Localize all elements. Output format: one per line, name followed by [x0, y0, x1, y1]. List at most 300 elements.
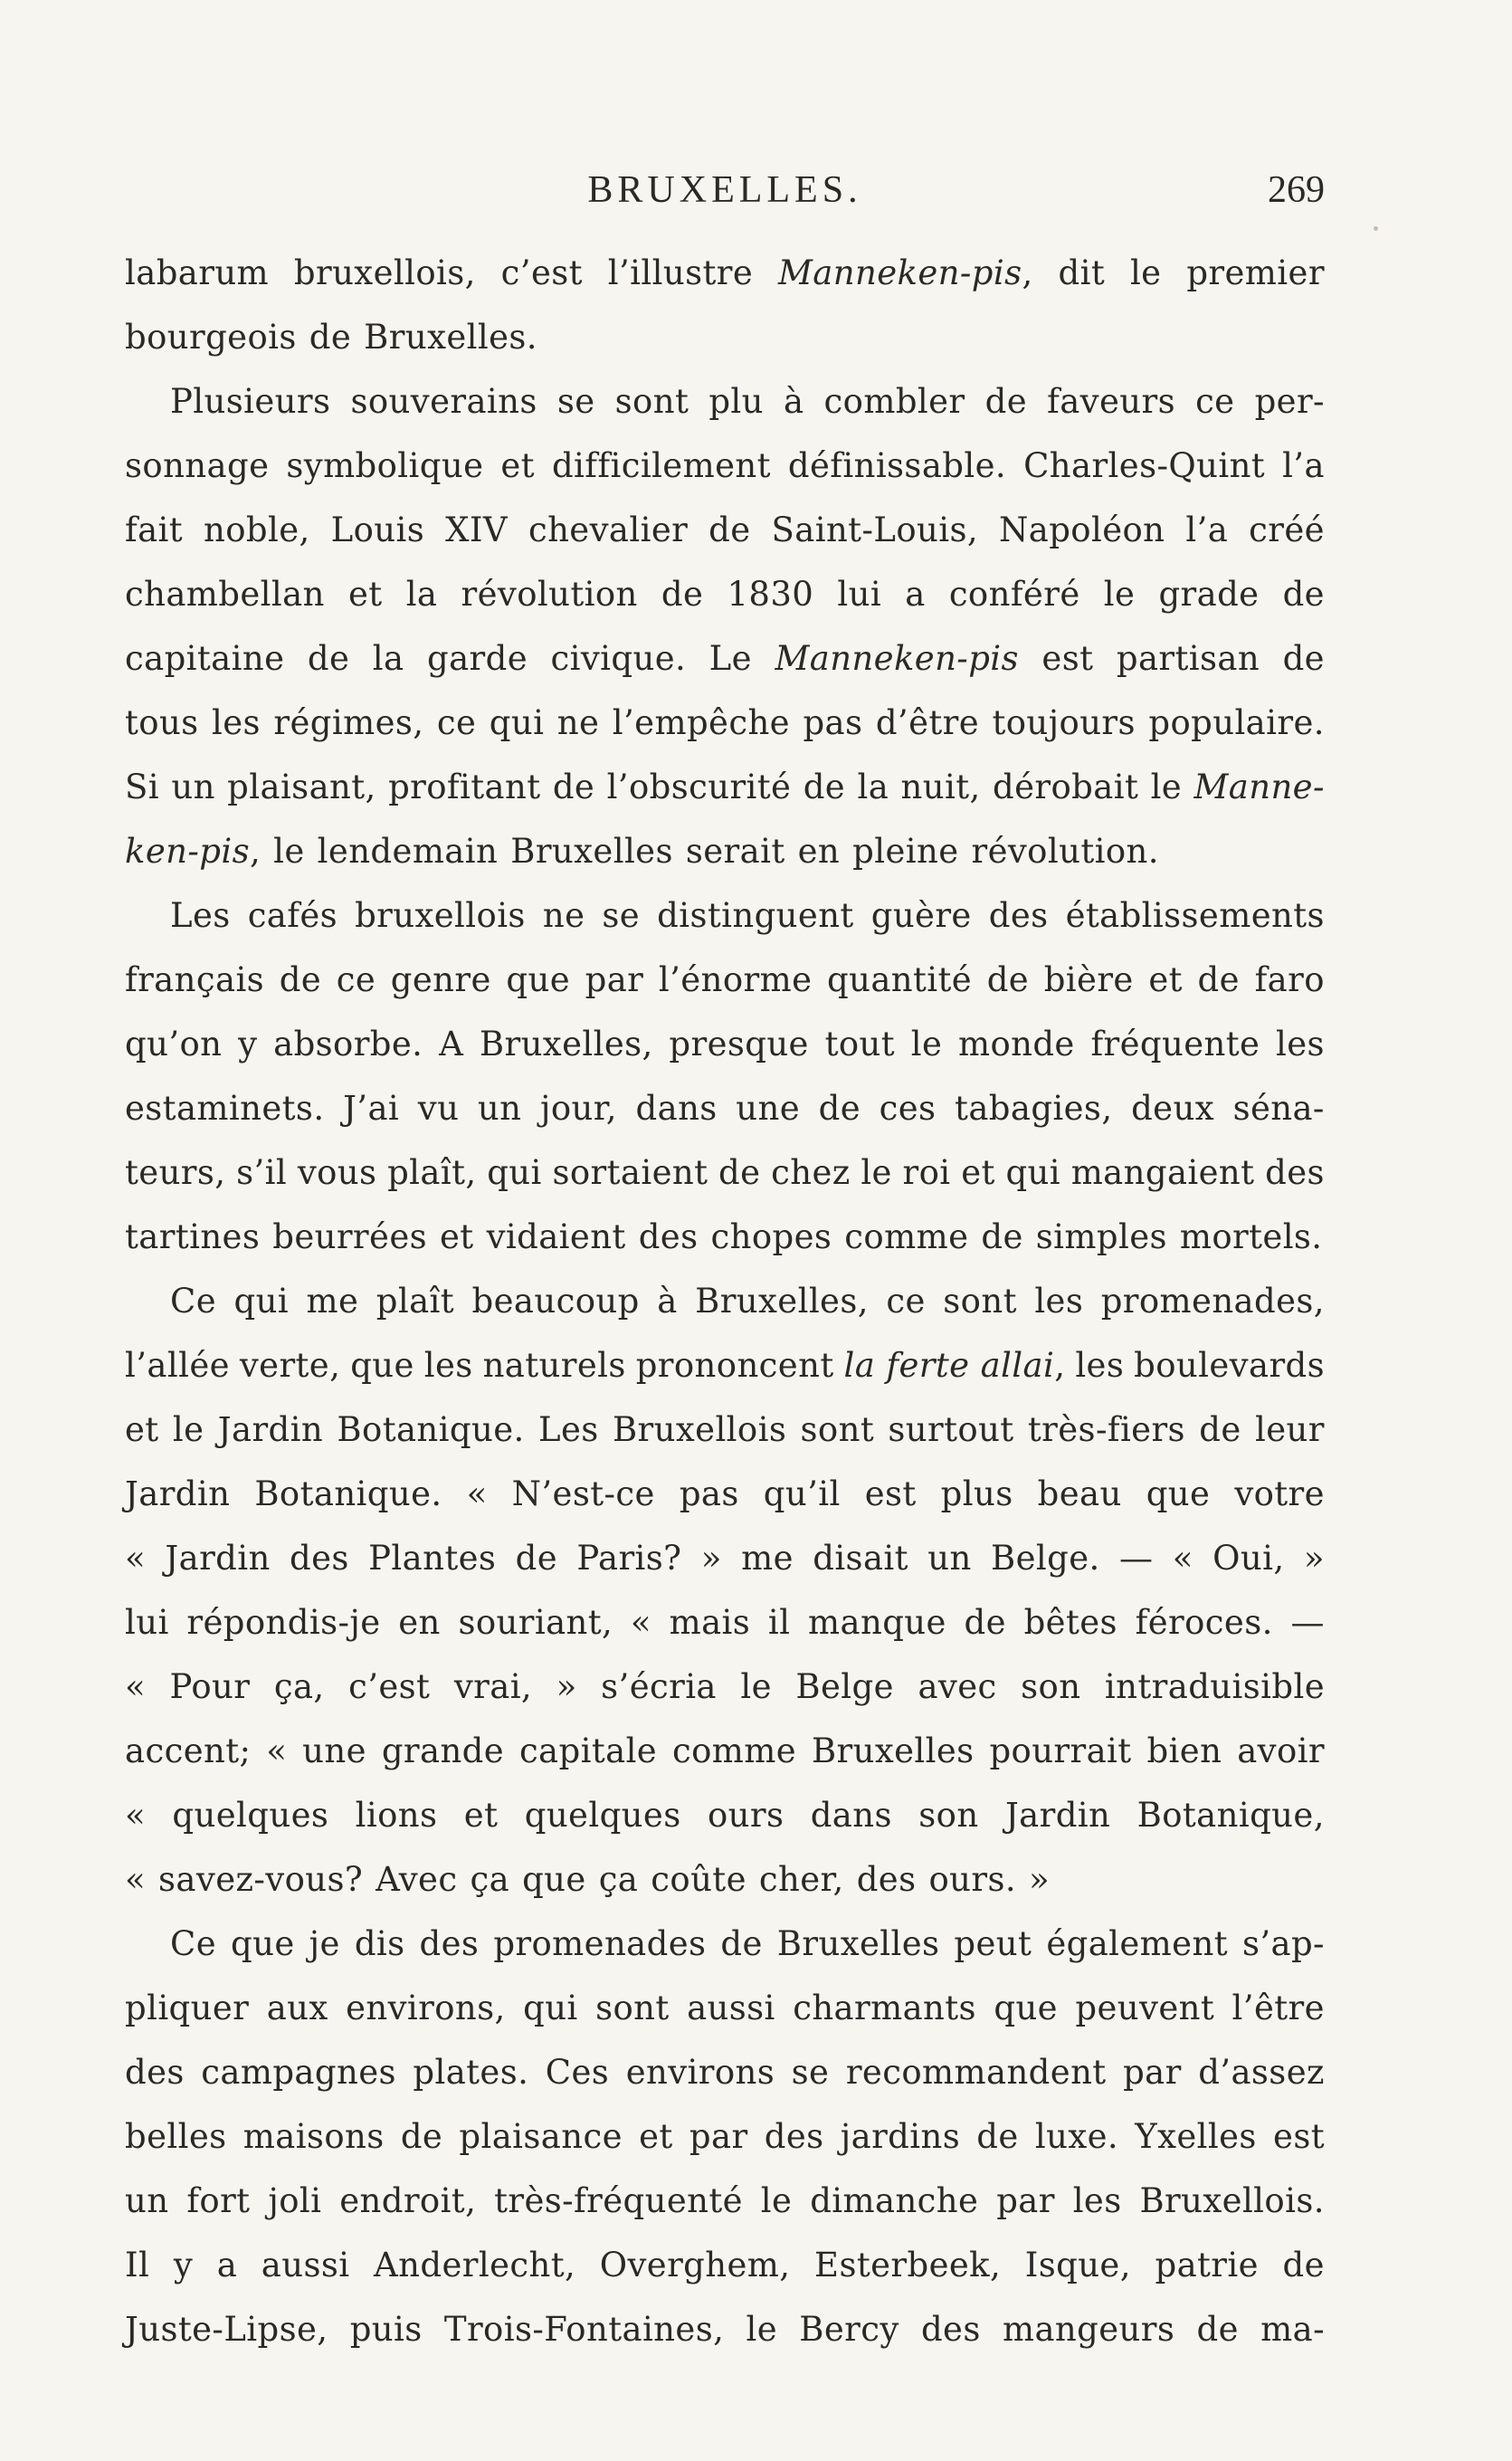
- word: ours: [707, 1796, 785, 1835]
- word: avoir: [1237, 1731, 1325, 1770]
- word: des: [764, 2117, 824, 2156]
- word: tout: [824, 1025, 896, 1064]
- word: Yxelles: [1135, 2117, 1257, 2156]
- text-line: [125, 1783, 1325, 1847]
- word: pourrait: [989, 1731, 1132, 1770]
- word: profitant: [388, 768, 541, 806]
- word: Bruxelles.: [364, 318, 537, 357]
- word: beurrées: [272, 1217, 428, 1256]
- word: qui: [489, 703, 545, 742]
- word: dit: [1058, 253, 1106, 292]
- word: prononcent: [635, 1346, 834, 1385]
- word: également: [1046, 1924, 1228, 1963]
- word: français: [125, 960, 265, 999]
- word: les: [212, 703, 261, 742]
- word: aussi: [261, 2246, 350, 2285]
- word: —: [1119, 1539, 1154, 1578]
- word: chopes: [710, 1217, 832, 1256]
- italic-term: ken-pis: [125, 832, 250, 871]
- word: —: [1290, 1603, 1325, 1642]
- word: lui: [837, 575, 882, 614]
- word: Il: [125, 2246, 150, 2285]
- word: de: [661, 575, 704, 614]
- text-line: [125, 1590, 1325, 1655]
- word: à: [783, 382, 804, 421]
- word: noble,: [204, 510, 310, 549]
- word: des: [920, 2310, 981, 2349]
- word: comme: [671, 1731, 797, 1770]
- word: souverains: [350, 382, 537, 421]
- text-line: [125, 2104, 1325, 2169]
- word: cafés: [247, 896, 338, 935]
- word: par: [1123, 2053, 1182, 2092]
- word: se: [791, 2053, 830, 2092]
- word: [1193, 755, 1324, 819]
- word: grade: [1158, 575, 1260, 614]
- word: quelques: [524, 1796, 681, 1835]
- word: et: [463, 1796, 499, 1835]
- word: Botanique.: [337, 1410, 525, 1449]
- word: vu: [417, 1089, 460, 1128]
- word: bourgeois: [125, 318, 297, 357]
- word: son: [1021, 1667, 1081, 1706]
- word: un: [477, 1089, 522, 1128]
- word: Si: [125, 768, 159, 806]
- word: de: [307, 639, 350, 678]
- text-line: [125, 1655, 1325, 1719]
- word: une: [736, 1089, 801, 1128]
- word: qu’il: [763, 1474, 841, 1513]
- word: de: [279, 960, 322, 999]
- word: partisan: [1116, 639, 1260, 678]
- word: à: [657, 1282, 678, 1321]
- word: pliquer: [125, 1989, 250, 2027]
- word: est: [1273, 2117, 1325, 2156]
- word: J’ai: [343, 1089, 400, 1128]
- word: c’est: [348, 1667, 431, 1706]
- word: y: [238, 1025, 258, 1064]
- word: Bruxelles,: [479, 1025, 653, 1064]
- word: faro: [1254, 960, 1325, 999]
- word: absorbe.: [273, 1025, 423, 1064]
- word: plaît,: [387, 1153, 477, 1192]
- word: Oui,: [1212, 1539, 1285, 1578]
- word: comme: [844, 1217, 969, 1256]
- word: par: [689, 2117, 748, 2156]
- word: ce: [336, 960, 376, 999]
- word: de: [803, 768, 846, 806]
- word: l’a: [1185, 510, 1229, 549]
- word: régimes,: [273, 703, 424, 742]
- word: ne: [556, 703, 600, 742]
- word: Le: [708, 639, 752, 678]
- body-text: [125, 241, 1325, 2361]
- word: bien: [1146, 1731, 1222, 1770]
- word: l’être: [1231, 1989, 1325, 2027]
- word: a: [216, 2246, 238, 2285]
- word: grande: [381, 1731, 505, 1770]
- word: «: [125, 1539, 147, 1578]
- word: capitale: [518, 1731, 658, 1770]
- word: maisons: [242, 2117, 385, 2156]
- word: de: [1199, 1410, 1241, 1449]
- text-line: [125, 1076, 1325, 1140]
- word: d’être: [875, 703, 980, 742]
- word: N’est-ce: [511, 1474, 655, 1513]
- word: Louis: [330, 510, 425, 549]
- word: populaire.: [1148, 703, 1325, 742]
- word: plus: [940, 1474, 1013, 1513]
- word: faveurs: [1047, 382, 1175, 421]
- word: joli: [268, 2181, 322, 2220]
- word: Jardin: [165, 1539, 271, 1578]
- text-line: [125, 1847, 1325, 1912]
- word: Napoléon: [998, 510, 1165, 549]
- text-line: [125, 819, 1325, 883]
- text-line: [125, 562, 1325, 626]
- word: se: [556, 382, 595, 421]
- word: civique.: [550, 639, 687, 678]
- word: Bruxelles: [510, 832, 673, 871]
- word: Jardin: [1004, 1796, 1111, 1835]
- word: fréquente: [1090, 1025, 1260, 1064]
- word: vrai,: [453, 1667, 533, 1706]
- word: »: [1029, 1860, 1051, 1899]
- word: de: [1197, 960, 1240, 999]
- word: «: [125, 1860, 147, 1899]
- word: très-fiers: [1027, 1410, 1185, 1449]
- text-line: [125, 434, 1325, 498]
- word: bière: [1043, 960, 1134, 999]
- word: monde: [957, 1025, 1075, 1064]
- word: ours.: [928, 1860, 1017, 1899]
- word: teurs,: [125, 1153, 226, 1192]
- word: pas: [679, 1474, 739, 1513]
- word: savez-vous?: [158, 1860, 364, 1899]
- text-line: [125, 691, 1325, 755]
- word: la: [405, 575, 438, 614]
- text-line: [125, 1205, 1325, 1269]
- text-line: [125, 305, 1325, 369]
- word: ce: [1195, 382, 1235, 421]
- word: ces: [879, 1089, 937, 1128]
- word: presque: [669, 1025, 809, 1064]
- word: nuit,: [900, 768, 981, 806]
- word: Bruxelles: [811, 1731, 975, 1770]
- word: et: [961, 1153, 995, 1192]
- word: qui: [487, 1153, 542, 1192]
- text-line: [125, 626, 1325, 691]
- word: cher,: [758, 1860, 844, 1899]
- word: de: [964, 1603, 1006, 1642]
- word: l’obscurité: [606, 768, 792, 806]
- word: très-fréquenté: [494, 2181, 743, 2220]
- word: et: [440, 1217, 474, 1256]
- word: le: [1129, 253, 1162, 292]
- word: peuvent: [1075, 1989, 1215, 2027]
- word: recommandent: [845, 2053, 1107, 2092]
- word: Plusieurs: [170, 382, 331, 421]
- word: séna-: [1232, 1089, 1325, 1128]
- word: «: [125, 1796, 147, 1835]
- word: le: [740, 1667, 772, 1706]
- italic-term: Manneken-pis: [778, 253, 1022, 292]
- word: Paris?: [576, 1539, 682, 1578]
- word: Les: [170, 896, 231, 935]
- italic-term: Manneken-pis: [775, 639, 1019, 678]
- word: dans: [810, 1796, 892, 1835]
- word: le: [861, 1153, 892, 1192]
- word: et: [1148, 960, 1183, 999]
- word: «: [125, 1667, 147, 1706]
- word: Ces: [545, 2053, 610, 2092]
- word: bêtes: [1023, 1603, 1117, 1642]
- word: qui: [233, 1282, 290, 1321]
- text-line: [125, 2233, 1325, 2297]
- word: l’allée: [125, 1346, 230, 1385]
- word: ma-: [1260, 2310, 1325, 2349]
- word: Isque,: [1024, 2246, 1131, 2285]
- word: combler: [823, 382, 965, 421]
- word: chambellan: [125, 575, 325, 614]
- text-line: [125, 1462, 1325, 1526]
- word: Les: [537, 1410, 599, 1449]
- word: de: [1282, 639, 1325, 678]
- word: campagnes: [201, 2053, 396, 2092]
- word: chez: [771, 1153, 851, 1192]
- word: plaisant,: [227, 768, 376, 806]
- italic-term: la ferte allai: [843, 1346, 1055, 1385]
- word: 1830: [727, 575, 814, 614]
- word: estaminets.: [125, 1089, 325, 1128]
- word: c’est: [500, 253, 583, 292]
- word: sont: [943, 1282, 1017, 1321]
- word: premier: [1186, 253, 1325, 292]
- word: que: [1146, 1474, 1211, 1513]
- word: des: [988, 896, 1049, 935]
- word: dis: [354, 1924, 405, 1963]
- word: le: [1103, 575, 1136, 614]
- word: par: [585, 960, 644, 999]
- word: son: [918, 1796, 979, 1835]
- word: s’écria: [601, 1667, 717, 1706]
- word: »: [556, 1667, 577, 1706]
- word: conféré: [948, 575, 1080, 614]
- text-line: [125, 1719, 1325, 1783]
- word: un: [927, 1539, 972, 1578]
- word: ne: [542, 896, 585, 935]
- word: naturels: [482, 1346, 626, 1385]
- word: promenades,: [1100, 1282, 1325, 1321]
- word: Botanique.: [254, 1474, 442, 1513]
- word: Overghem,: [599, 2246, 791, 2285]
- word: Anderlecht,: [374, 2246, 576, 2285]
- word: coûte: [651, 1860, 746, 1899]
- word: peut: [954, 1924, 1032, 1963]
- word: belles: [125, 2117, 227, 2156]
- word: l’énorme: [658, 960, 813, 999]
- word: dérobait: [993, 768, 1139, 806]
- page-header: [125, 168, 1325, 223]
- word: je: [309, 1924, 340, 1963]
- word: sortaient: [552, 1153, 708, 1192]
- word: des: [419, 1924, 480, 1963]
- word: «: [1172, 1539, 1193, 1578]
- word: de: [1196, 2310, 1239, 2349]
- word: souriant,: [458, 1603, 613, 1642]
- word: de: [1282, 575, 1325, 614]
- word: vous: [297, 1153, 377, 1192]
- word: Bruxelles,: [695, 1282, 869, 1321]
- word: serait: [685, 832, 785, 871]
- word: jour,: [539, 1089, 617, 1128]
- word: le: [910, 1025, 943, 1064]
- word: de: [552, 768, 595, 806]
- word: sont: [800, 1410, 875, 1449]
- paper-speck: [1374, 226, 1378, 231]
- word: qui: [1005, 1153, 1061, 1192]
- word: de: [981, 1217, 1023, 1256]
- word: qu’on: [125, 1025, 223, 1064]
- text-line: [125, 948, 1325, 1012]
- word: pas: [803, 703, 863, 742]
- word: l’illustre: [607, 253, 754, 292]
- word: Plantes: [368, 1539, 497, 1578]
- word: Botanique,: [1136, 1796, 1325, 1835]
- word: simples: [1035, 1217, 1167, 1256]
- word: intraduisible: [1104, 1667, 1325, 1706]
- word: et: [500, 446, 535, 485]
- word: et: [125, 1410, 159, 1449]
- word: les: [1276, 1025, 1325, 1064]
- word: est: [864, 1474, 917, 1513]
- word: ça: [598, 1860, 639, 1899]
- word: répondis-je: [186, 1603, 381, 1642]
- text-line: [125, 498, 1325, 562]
- word: est: [1041, 639, 1094, 678]
- word: leur: [1255, 1410, 1325, 1449]
- word: le: [273, 832, 305, 871]
- text-line: [125, 1269, 1325, 1333]
- word: de: [515, 1539, 558, 1578]
- word: la ferte allai,: [843, 1346, 1066, 1385]
- word: a: [905, 575, 926, 614]
- word: accent;: [125, 1731, 252, 1770]
- word: des: [856, 1860, 917, 1899]
- word: établissements: [1065, 896, 1325, 935]
- word: beaucoup: [471, 1282, 640, 1321]
- word: que: [231, 1924, 295, 1963]
- word: bruxellois: [355, 896, 526, 935]
- word: que: [350, 1346, 414, 1385]
- word: s’il: [236, 1153, 288, 1192]
- word: distinguent: [657, 896, 854, 935]
- word: que: [994, 1989, 1058, 2027]
- word: endroit,: [339, 2181, 477, 2220]
- word: mais: [669, 1603, 751, 1642]
- word: difficilement: [551, 446, 771, 485]
- word: promenades: [493, 1924, 707, 1963]
- word: la: [372, 639, 404, 678]
- word: tartines: [125, 1217, 261, 1256]
- text-line: [125, 1526, 1325, 1590]
- word: charmants: [793, 1989, 976, 2027]
- word: les: [1034, 1282, 1084, 1321]
- word: guère: [870, 896, 972, 935]
- word: dans: [635, 1089, 718, 1128]
- word: Manneken-pis,: [778, 253, 1033, 292]
- word: le: [760, 2181, 793, 2220]
- word: labarum: [125, 253, 270, 292]
- word: Bercy: [799, 2310, 899, 2349]
- word: de: [818, 1089, 861, 1128]
- word: roi: [902, 1153, 951, 1192]
- word: un: [171, 768, 215, 806]
- word: ce: [436, 703, 477, 742]
- word: toujours: [992, 703, 1136, 742]
- text-line: [125, 1333, 1325, 1397]
- word: l’empêche: [612, 703, 790, 742]
- word: patrie: [1155, 2246, 1259, 2285]
- word: créé: [1249, 510, 1325, 549]
- word: Jardin: [217, 1410, 324, 1449]
- word: des: [290, 1539, 349, 1578]
- word: que: [506, 960, 571, 999]
- word: me: [306, 1282, 359, 1321]
- word: avec: [918, 1667, 997, 1706]
- word: «: [630, 1603, 651, 1642]
- word: sont: [595, 1989, 670, 2027]
- word: il: [767, 1603, 791, 1642]
- page-number: 269: [1268, 169, 1325, 211]
- word: ça,: [273, 1667, 325, 1706]
- word: en: [797, 832, 841, 871]
- word: per-: [1254, 382, 1325, 421]
- word: le: [1150, 768, 1183, 806]
- word: »: [1303, 1539, 1325, 1578]
- word: fait: [125, 510, 184, 549]
- word: de: [708, 510, 751, 549]
- word: les: [1072, 2181, 1122, 2220]
- word: puis: [349, 2310, 423, 2349]
- word: mangeurs: [1002, 2310, 1175, 2349]
- word: vidaient: [486, 1217, 626, 1256]
- word: verte,: [239, 1346, 341, 1385]
- word: définissable.: [787, 446, 1007, 485]
- word: genre: [390, 960, 491, 999]
- word: manque: [808, 1603, 946, 1642]
- word: et: [639, 2117, 673, 2156]
- word: ce: [886, 1282, 926, 1321]
- word: révolution: [461, 575, 638, 614]
- word: le: [746, 2310, 778, 2349]
- text-line: [125, 755, 1325, 819]
- word: lui: [125, 1603, 169, 1642]
- word: plaisance: [459, 2117, 623, 2156]
- word: y: [173, 2246, 194, 2285]
- word: Trois-Fontaines,: [443, 2310, 725, 2349]
- word: aux: [266, 1989, 328, 2027]
- text-line: [125, 1912, 1325, 1976]
- word: plates.: [413, 2053, 529, 2092]
- word: Charles-Quint: [1023, 446, 1266, 485]
- word: [775, 626, 1018, 691]
- word: qui: [523, 1989, 578, 2027]
- text-line: [125, 1976, 1325, 2040]
- word: de: [976, 2117, 1019, 2156]
- word: des: [125, 2053, 185, 2092]
- word: deux: [1131, 1089, 1214, 1128]
